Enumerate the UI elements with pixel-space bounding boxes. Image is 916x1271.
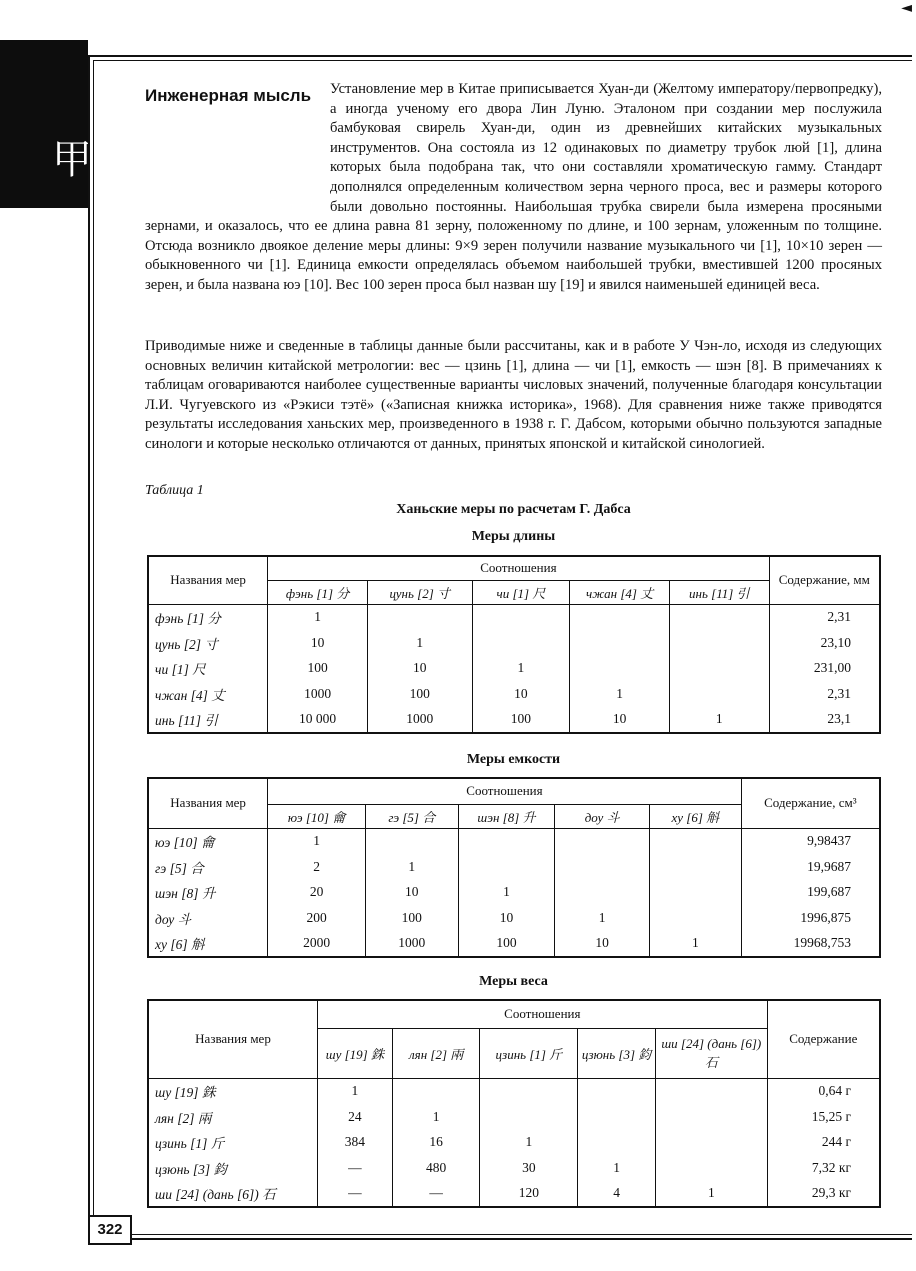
ratio-cell: 1 [365,854,458,880]
page-number: 322 [88,1215,132,1245]
ratio-cell: 10 [555,931,650,958]
side-tab-glyph: 甲 [52,137,92,183]
subcol-header-label: ху [6] 斛 [671,809,720,825]
content-value: 19,9687 [741,854,880,880]
subcol-header-label: чжан [4] 丈 [586,585,654,601]
table-row [148,854,880,880]
ratio-cell: 10 [472,681,570,707]
ratio-cell: 1000 [367,707,472,734]
content-value: 23,10 [769,630,880,656]
ratio-cell: — [392,1181,480,1208]
subcol-header [318,1028,393,1078]
ratio-cell [669,604,769,630]
row-name: чи [1] 尺 [148,656,268,682]
ratio-cell [650,854,742,880]
subcol-header-label: чи [1] 尺 [496,585,546,601]
ratio-cell: 200 [268,905,366,931]
table-row [148,707,880,734]
ratio-cell: — [318,1181,393,1208]
table-row [148,880,880,906]
ratio-cell [472,630,570,656]
row-name: ши [24] (дань [6]) 石 [148,1181,318,1208]
content-value: 19968,753 [741,931,880,958]
subcol-header [268,804,366,828]
ratio-cell: 1 [656,1181,768,1208]
ratio-cell: 1 [367,630,472,656]
ratio-cell [480,1104,578,1130]
content-value: 29,3 кг [767,1181,880,1208]
ratio-cell [656,1155,768,1181]
subcol-header [367,580,472,604]
subcol-header-label: юэ [10] 龠 [287,809,346,825]
ratio-cell: 1 [578,1155,656,1181]
paragraph-2-block [145,337,882,455]
subcol-header [555,804,650,828]
ratio-cell [578,1130,656,1156]
row-name: гэ [5] 合 [148,854,268,880]
subcol-header-label: шу [19] 銖 [325,1046,384,1062]
ratio-cell: 100 [458,931,555,958]
ratio-cell [669,656,769,682]
row-name: шэн [8] 升 [148,880,268,906]
col-header-content: Содержание, см³ [741,778,880,828]
ratio-cell [656,1104,768,1130]
col-header-name: Названия мер [148,556,268,604]
ratio-cell [578,1104,656,1130]
table-row [148,1104,880,1130]
ratio-cell: 10 [365,880,458,906]
row-name: цунь [2] 寸 [148,630,268,656]
subcol-header-label: цунь [2] 寸 [389,585,451,601]
subcol-header [458,804,555,828]
table-row [148,1181,880,1208]
ratio-cell: 120 [480,1181,578,1208]
ratio-cell: 1 [318,1078,393,1104]
subcol-header [392,1028,480,1078]
ratio-cell [669,681,769,707]
col-header-name: Названия мер [148,778,268,828]
table-row [148,681,880,707]
ratio-cell [392,1078,480,1104]
ratio-cell [650,828,742,854]
subcol-header-label: ши [24] (дань [6]) 石 [661,1035,762,1070]
ratio-cell [570,656,670,682]
ratio-cell: 2 [268,854,366,880]
ratio-cell: 480 [392,1155,480,1181]
ratio-cell [570,630,670,656]
row-name: шу [19] 銖 [148,1078,318,1104]
col-header-group: Соотношения [268,556,769,580]
ratio-cell [555,854,650,880]
col-header-content: Содержание, мм [769,556,880,604]
ratio-cell: 1 [268,828,366,854]
ratio-cell: 10 [268,630,368,656]
content-value: 0,64 г [767,1078,880,1104]
col-header-group: Соотношения [318,1000,768,1028]
ratio-cell: 1000 [268,681,368,707]
table-weight [147,999,881,1208]
row-name: ху [6] 斛 [148,931,268,958]
ratio-cell: 100 [268,656,368,682]
content-value: 7,32 кг [767,1155,880,1181]
content-value: 2,31 [769,604,880,630]
table-row [148,828,880,854]
section-heading: Инженерная мысль [145,86,312,105]
subcol-header-label: лян [2] 兩 [408,1046,464,1062]
ratio-cell: 384 [318,1130,393,1156]
table-weight-subtitle: Меры веса [479,974,548,989]
table-length [147,555,881,734]
ratio-cell: 1 [458,880,555,906]
ratio-cell [656,1078,768,1104]
row-name: фэнь [1] 分 [148,604,268,630]
subcol-header-label: цзинь [1] 斤 [495,1046,563,1062]
content-value: 1996,875 [741,905,880,931]
ratio-cell [458,854,555,880]
paragraph-2: Приводимые ниже и сведенные в таблицы данные были рассчитаны, как и в работе У Чэн-ло, исходя из следующих основных величин китайской метрологии: вес — цзинь [1], длина — чи [1], емкость — шэн [8]. В примечаниях к таблицам оговариваются наиболее существенные варианты числовых значений, полученные благодаря консультации Л.И. Чугуевского из «Рэкиси тэтё» («Записная книжка историка», 1968). Для сравнения ниже также приводятся результаты исследования ханьских мер, произведенного в 1938 г. Г. Дабсом, которыми обычно пользуются западные синологи и которые несколько отличаются от данных, принятых японской и китайской синологией. [145,338,882,452]
ratio-cell [650,880,742,906]
content-value: 244 г [767,1130,880,1156]
table-volume-subtitle: Меры емкости [466,752,561,767]
corner-arrow-icon: ◄ [901,0,912,16]
paragraph-1-block [145,80,882,296]
row-name: цзинь [1] 斤 [148,1130,318,1156]
row-name: чжан [4] 丈 [148,681,268,707]
ratio-cell: 1 [555,905,650,931]
ratio-cell: 24 [318,1104,393,1130]
paragraph-1: Установление мер в Китае приписывается Хуан-ди (Желтому императору/первопредку), а иногда ученому его двора Лин Луню. Эталоном при создании мер послужила бамбуковая свирель Хуан-ди, один из древнейших китайских музыкальных инструментов. Она состояла из 12 одинаковых по диаметру трубок люй [1], длина которых была подобрана так, что они составляли хроматическую гамму. Стандарт дополнялся определенным количеством зерна черного проса, вес и размеры которого были довольно постоянны. Наибольшая трубка свирели была измерена просяными зернами, и оказалось, что ее длина равна 81 зерну, положенному по длине, и 100 зернам, уложенным по толщине. Отсюда возникло двоякое деление меры длины: 9×9 зерен получили название музыкального чи [1], 10×10 зерен — обыкновенного чи [1]. Единица емкости определялась объемом наибольшей трубки, вместившей 1200 просяных зерен, и была названа юэ [10]. Вес 100 зерен проса был назван шу [19] и явился наименьшей единицей веса. [145,81,882,293]
ratio-cell [480,1078,578,1104]
ratio-cell: 10 [570,707,670,734]
table-row [148,1155,880,1181]
subcol-header [578,1028,656,1078]
subcol-header [650,804,742,828]
row-name: юэ [10] 龠 [148,828,268,854]
table-row [148,1078,880,1104]
content-value: 15,25 г [767,1104,880,1130]
ratio-cell: 100 [367,681,472,707]
ratio-cell: 1 [650,931,742,958]
subcol-header-label: шэн [8] 升 [477,809,536,825]
table-row [148,656,880,682]
subcol-header-label: инь [11] 引 [689,585,750,601]
row-name: инь [11] 引 [148,707,268,734]
ratio-cell: 1000 [365,931,458,958]
ratio-cell: 10 [367,656,472,682]
ratio-cell: — [318,1155,393,1181]
table-row [148,604,880,630]
table-title: Ханьские меры по расчетам Г. Дабса [396,502,631,517]
ratio-cell: 4 [578,1181,656,1208]
subcol-header [365,804,458,828]
subcol-header-label: гэ [5] 合 [388,809,436,825]
table-row [148,630,880,656]
ratio-cell [570,604,670,630]
col-header-name: Названия мер [148,1000,318,1078]
content-value: 2,31 [769,681,880,707]
ratio-cell: 1 [669,707,769,734]
subcol-header [472,580,570,604]
ratio-cell [555,828,650,854]
ratio-cell: 30 [480,1155,578,1181]
table-length-subtitle: Меры длины [471,529,556,544]
subcol-header [480,1028,578,1078]
ratio-cell [365,828,458,854]
side-tab [0,40,92,208]
ratio-cell: 100 [365,905,458,931]
subcol-header-label: фэнь [1] 分 [285,585,350,601]
ratio-cell: 1 [570,681,670,707]
content-value: 231,00 [769,656,880,682]
ratio-cell: 1 [472,656,570,682]
ratio-cell: 1 [268,604,368,630]
row-name: доу 斗 [148,905,268,931]
ratio-cell [578,1078,656,1104]
table-row [148,1130,880,1156]
ratio-cell: 10 [458,905,555,931]
ratio-cell: 1 [480,1130,578,1156]
ratio-cell [555,880,650,906]
subcol-header [570,580,670,604]
ratio-cell: 20 [268,880,366,906]
table-volume [147,777,881,958]
ratio-cell [656,1130,768,1156]
col-header-content: Содержание [767,1000,880,1078]
ratio-cell [472,604,570,630]
subcol-header [669,580,769,604]
ratio-cell [367,604,472,630]
content-value: 9,98437 [741,828,880,854]
subcol-header-label: доу 斗 [584,809,620,825]
subcol-header-label: цзюнь [3] 鈞 [581,1046,652,1062]
content-value: 199,687 [741,880,880,906]
row-name: цзюнь [3] 鈞 [148,1155,318,1181]
ratio-cell: 2000 [268,931,366,958]
table-row [148,905,880,931]
ratio-cell: 1 [392,1104,480,1130]
ratio-cell [669,630,769,656]
content-value: 23,1 [769,707,880,734]
ratio-cell [458,828,555,854]
table-row [148,931,880,958]
ratio-cell: 10 000 [268,707,368,734]
col-header-group: Соотношения [268,778,741,804]
subcol-header [268,580,368,604]
ratio-cell: 100 [472,707,570,734]
row-name: лян [2] 兩 [148,1104,318,1130]
ratio-cell [650,905,742,931]
table-label: Таблица 1 [145,483,204,498]
ratio-cell: 16 [392,1130,480,1156]
subcol-header [656,1028,768,1078]
